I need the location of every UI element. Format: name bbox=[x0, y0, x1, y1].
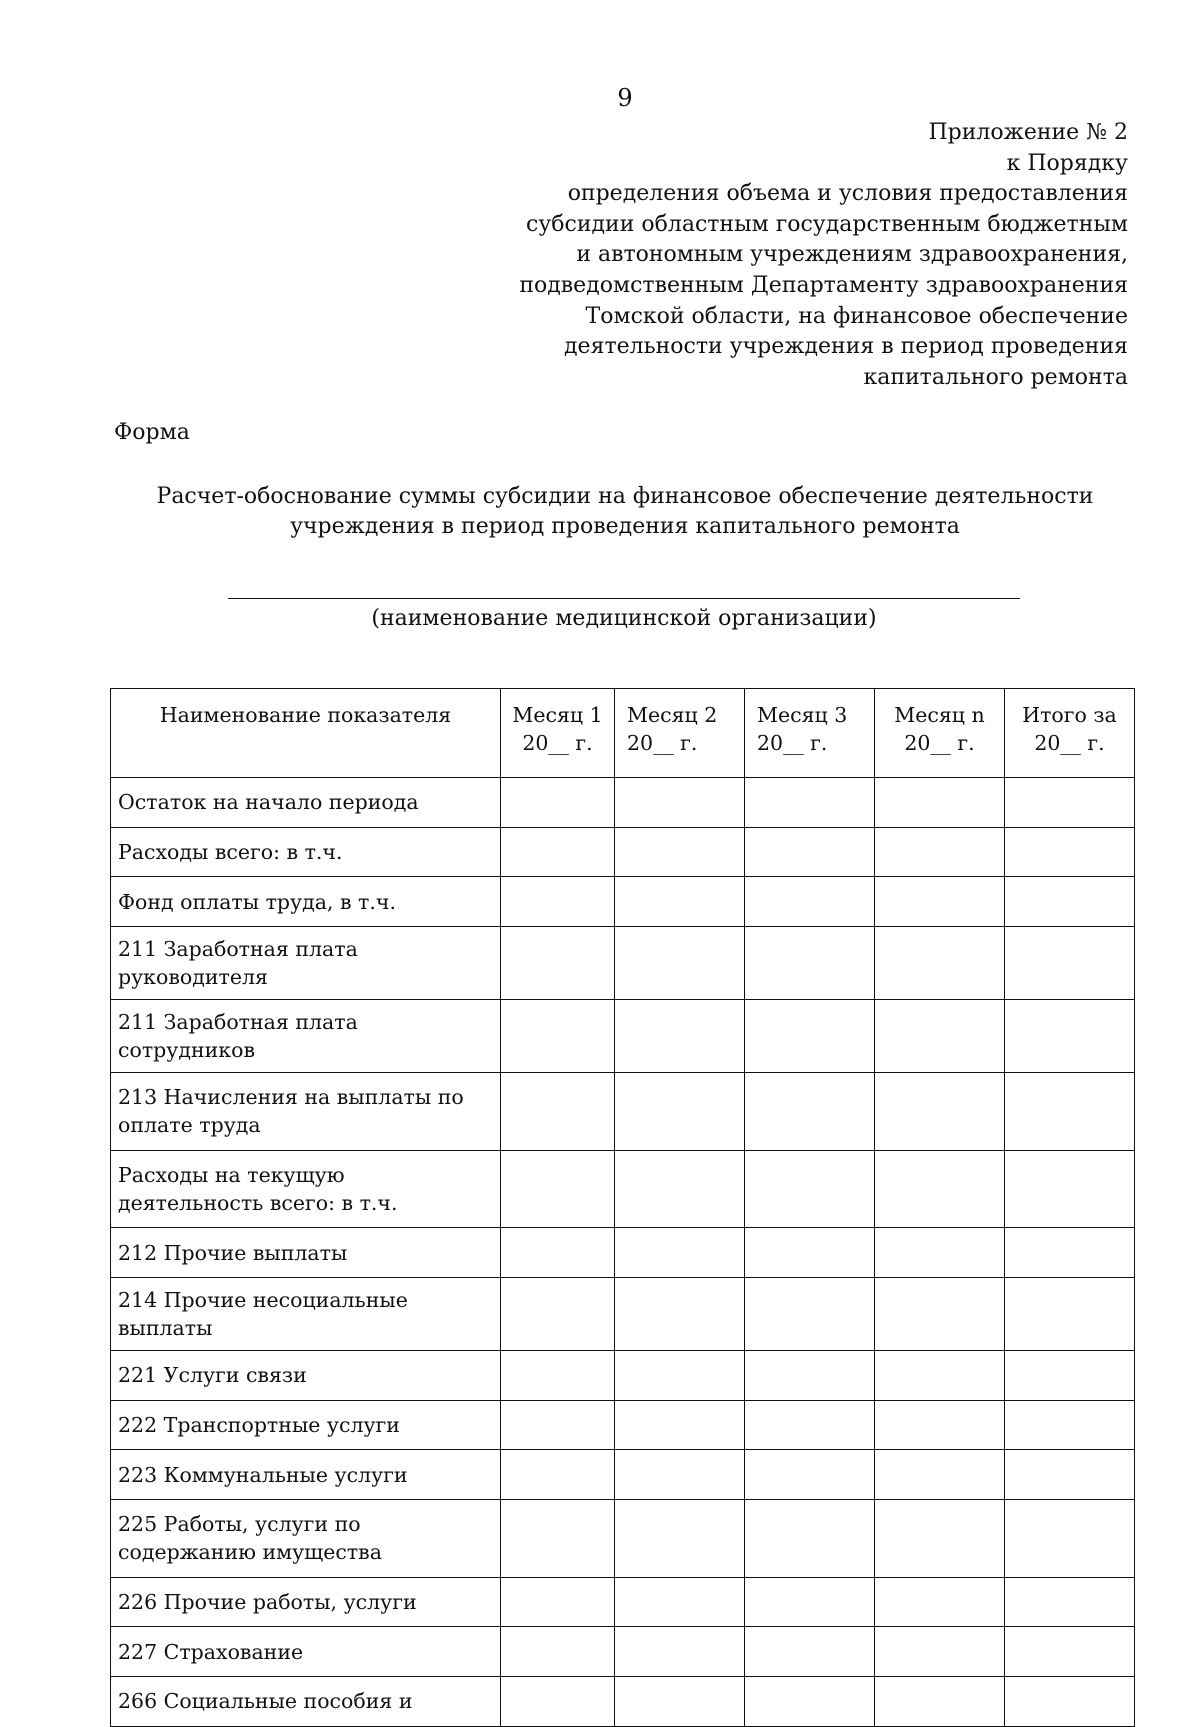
title-line-2: учреждения в период проведения капитального ремонта bbox=[290, 514, 960, 539]
cell-month-2[interactable] bbox=[615, 1676, 745, 1726]
cell-total[interactable] bbox=[1005, 1400, 1135, 1450]
table-row bbox=[111, 1228, 1135, 1278]
table-row bbox=[111, 927, 1135, 1000]
cell-month-n[interactable] bbox=[875, 1228, 1005, 1278]
cell-month-1[interactable] bbox=[501, 1400, 615, 1450]
cell-month-3[interactable] bbox=[745, 1277, 875, 1350]
cell-month-3[interactable] bbox=[745, 1627, 875, 1677]
cell-month-2[interactable] bbox=[615, 1450, 745, 1500]
cell-month-3[interactable] bbox=[745, 1000, 875, 1073]
organization-caption: (наименование медицинской организации) bbox=[371, 606, 877, 631]
cell-month-3[interactable] bbox=[745, 927, 875, 1000]
cell-total[interactable] bbox=[1005, 1350, 1135, 1400]
cell-month-3[interactable] bbox=[745, 1073, 875, 1151]
cell-month-n[interactable] bbox=[875, 1400, 1005, 1450]
row-indicator-name: 221 Услуги связи bbox=[111, 1350, 501, 1400]
appendix-line: капитального ремонта bbox=[863, 364, 1128, 390]
header-month-3: Месяц 3 20__ г. bbox=[745, 689, 875, 778]
row-indicator-name: Остаток на начало периода bbox=[111, 778, 501, 828]
cell-month-3[interactable] bbox=[745, 1400, 875, 1450]
row-indicator-name: Фонд оплаты труда, в т.ч. bbox=[111, 877, 501, 927]
cell-month-n[interactable] bbox=[875, 1073, 1005, 1151]
cell-total[interactable] bbox=[1005, 1450, 1135, 1500]
cell-month-n[interactable] bbox=[875, 1150, 1005, 1228]
cell-month-1[interactable] bbox=[501, 1676, 615, 1726]
cell-month-3[interactable] bbox=[745, 1228, 875, 1278]
cell-month-2[interactable] bbox=[615, 1577, 745, 1627]
appendix-line: Томской области, на финансовое обеспечение bbox=[585, 303, 1128, 329]
cell-month-1[interactable] bbox=[501, 778, 615, 828]
table-row bbox=[111, 1400, 1135, 1450]
cell-month-2[interactable] bbox=[615, 778, 745, 828]
cell-month-3[interactable] bbox=[745, 1350, 875, 1400]
row-indicator-name: 211 Заработная плата руководителя bbox=[111, 927, 501, 1000]
cell-month-2[interactable] bbox=[615, 1400, 745, 1450]
cell-month-3[interactable] bbox=[745, 827, 875, 877]
table-row bbox=[111, 1350, 1135, 1400]
header-indicator-name: Наименование показателя bbox=[111, 689, 501, 778]
table-row bbox=[111, 1500, 1135, 1578]
cell-month-n[interactable] bbox=[875, 1500, 1005, 1578]
row-indicator-name: 266 Социальные пособия и bbox=[111, 1676, 501, 1726]
cell-month-2[interactable] bbox=[615, 1277, 745, 1350]
row-indicator-name: Расходы на текущую деятельность всего: в т.ч. bbox=[111, 1150, 501, 1228]
cell-month-3[interactable] bbox=[745, 1676, 875, 1726]
cell-month-1[interactable] bbox=[501, 1350, 615, 1400]
header-month-n: Месяц n 20__ г. bbox=[875, 689, 1005, 778]
cell-month-2[interactable] bbox=[615, 827, 745, 877]
appendix-line: подведомственным Департаменту здравоохранения bbox=[519, 272, 1128, 298]
cell-month-1[interactable] bbox=[501, 1228, 615, 1278]
calculation-table bbox=[110, 688, 1135, 1727]
cell-month-1[interactable] bbox=[501, 1073, 615, 1151]
table-row bbox=[111, 1676, 1135, 1726]
cell-month-1[interactable] bbox=[501, 1577, 615, 1627]
cell-total[interactable] bbox=[1005, 877, 1135, 927]
appendix-line: и автономным учреждениям здравоохранения, bbox=[576, 242, 1128, 268]
form-label: Форма bbox=[114, 420, 190, 445]
cell-total[interactable] bbox=[1005, 1228, 1135, 1278]
cell-total[interactable] bbox=[1005, 1277, 1135, 1350]
appendix-line: Приложение № 2 bbox=[928, 120, 1128, 145]
table-row bbox=[111, 1627, 1135, 1677]
cell-month-2[interactable] bbox=[615, 877, 745, 927]
page-number: 9 bbox=[617, 84, 633, 112]
header-month-2: Месяц 2 20__ г. bbox=[615, 689, 745, 778]
table-row bbox=[111, 1277, 1135, 1350]
appendix-line: деятельности учреждения в период проведения bbox=[564, 334, 1128, 360]
cell-month-n[interactable] bbox=[875, 1000, 1005, 1073]
cell-month-n[interactable] bbox=[875, 927, 1005, 1000]
cell-month-n[interactable] bbox=[875, 877, 1005, 927]
appendix-line: определения объема и условия предоставления bbox=[567, 181, 1128, 207]
cell-month-2[interactable] bbox=[615, 1228, 745, 1278]
cell-month-2[interactable] bbox=[615, 1350, 745, 1400]
appendix-line: к Порядку bbox=[1006, 150, 1128, 176]
cell-month-3[interactable] bbox=[745, 1577, 875, 1627]
cell-month-2[interactable] bbox=[615, 1073, 745, 1151]
cell-month-2[interactable] bbox=[615, 1627, 745, 1677]
header-month-1: Месяц 1 20__ г. bbox=[501, 689, 615, 778]
table-row bbox=[111, 1073, 1135, 1151]
cell-total[interactable] bbox=[1005, 1500, 1135, 1578]
cell-month-n[interactable] bbox=[875, 1277, 1005, 1350]
row-indicator-name: 211 Заработная плата сотрудников bbox=[111, 1000, 501, 1073]
document-title bbox=[60, 482, 1190, 542]
cell-month-1[interactable] bbox=[501, 1150, 615, 1228]
appendix-line: субсидии областным государственным бюджетным bbox=[526, 211, 1128, 237]
table-row bbox=[111, 1000, 1135, 1073]
table-row bbox=[111, 778, 1135, 828]
cell-month-1[interactable] bbox=[501, 827, 615, 877]
header-total: Итого за 20__ г. bbox=[1005, 689, 1135, 778]
organization-name-line[interactable] bbox=[228, 598, 1020, 599]
row-indicator-name: 223 Коммунальные услуги bbox=[111, 1450, 501, 1500]
table-body bbox=[111, 778, 1135, 1727]
cell-total[interactable] bbox=[1005, 927, 1135, 1000]
cell-month-1[interactable] bbox=[501, 1627, 615, 1677]
cell-month-1[interactable] bbox=[501, 1450, 615, 1500]
cell-month-2[interactable] bbox=[615, 927, 745, 1000]
cell-month-3[interactable] bbox=[745, 778, 875, 828]
table-row bbox=[111, 1450, 1135, 1500]
cell-month-n[interactable] bbox=[875, 1676, 1005, 1726]
cell-total[interactable] bbox=[1005, 778, 1135, 828]
title-line-1: Расчет-обоснование суммы субсидии на финансовое обеспечение деятельности bbox=[156, 484, 1094, 509]
row-indicator-name: 225 Работы, услуги по содержанию имущества bbox=[111, 1500, 501, 1578]
cell-total[interactable] bbox=[1005, 1000, 1135, 1073]
cell-month-3[interactable] bbox=[745, 1150, 875, 1228]
table-header-row bbox=[111, 689, 1135, 778]
row-indicator-name: 213 Начисления на выплаты по оплате труда bbox=[111, 1073, 501, 1151]
cell-total[interactable] bbox=[1005, 1676, 1135, 1726]
cell-month-n[interactable] bbox=[875, 1577, 1005, 1627]
cell-total[interactable] bbox=[1005, 1073, 1135, 1151]
cell-month-n[interactable] bbox=[875, 1627, 1005, 1677]
appendix-heading bbox=[428, 118, 1128, 393]
row-indicator-name: 226 Прочие работы, услуги bbox=[111, 1577, 501, 1627]
row-indicator-name: 227 Страхование bbox=[111, 1627, 501, 1677]
row-indicator-name: 214 Прочие несоциальные выплаты bbox=[111, 1277, 501, 1350]
cell-month-3[interactable] bbox=[745, 877, 875, 927]
table-row bbox=[111, 877, 1135, 927]
cell-month-2[interactable] bbox=[615, 1150, 745, 1228]
cell-month-3[interactable] bbox=[745, 1450, 875, 1500]
cell-month-1[interactable] bbox=[501, 1500, 615, 1578]
cell-total[interactable] bbox=[1005, 1150, 1135, 1228]
cell-month-n[interactable] bbox=[875, 827, 1005, 877]
cell-month-1[interactable] bbox=[501, 927, 615, 1000]
cell-month-1[interactable] bbox=[501, 877, 615, 927]
cell-month-n[interactable] bbox=[875, 778, 1005, 828]
row-indicator-name: 212 Прочие выплаты bbox=[111, 1228, 501, 1278]
cell-month-1[interactable] bbox=[501, 1277, 615, 1350]
cell-month-2[interactable] bbox=[615, 1000, 745, 1073]
cell-month-n[interactable] bbox=[875, 1350, 1005, 1400]
row-indicator-name: 222 Транспортные услуги bbox=[111, 1400, 501, 1450]
cell-month-1[interactable] bbox=[501, 1000, 615, 1073]
cell-month-n[interactable] bbox=[875, 1450, 1005, 1500]
table-row bbox=[111, 1150, 1135, 1228]
row-indicator-name: Расходы всего: в т.ч. bbox=[111, 827, 501, 877]
cell-total[interactable] bbox=[1005, 827, 1135, 877]
cell-total[interactable] bbox=[1005, 1577, 1135, 1627]
cell-month-2[interactable] bbox=[615, 1500, 745, 1578]
cell-month-3[interactable] bbox=[745, 1500, 875, 1578]
table-row bbox=[111, 1577, 1135, 1627]
cell-total[interactable] bbox=[1005, 1627, 1135, 1677]
table-row bbox=[111, 827, 1135, 877]
